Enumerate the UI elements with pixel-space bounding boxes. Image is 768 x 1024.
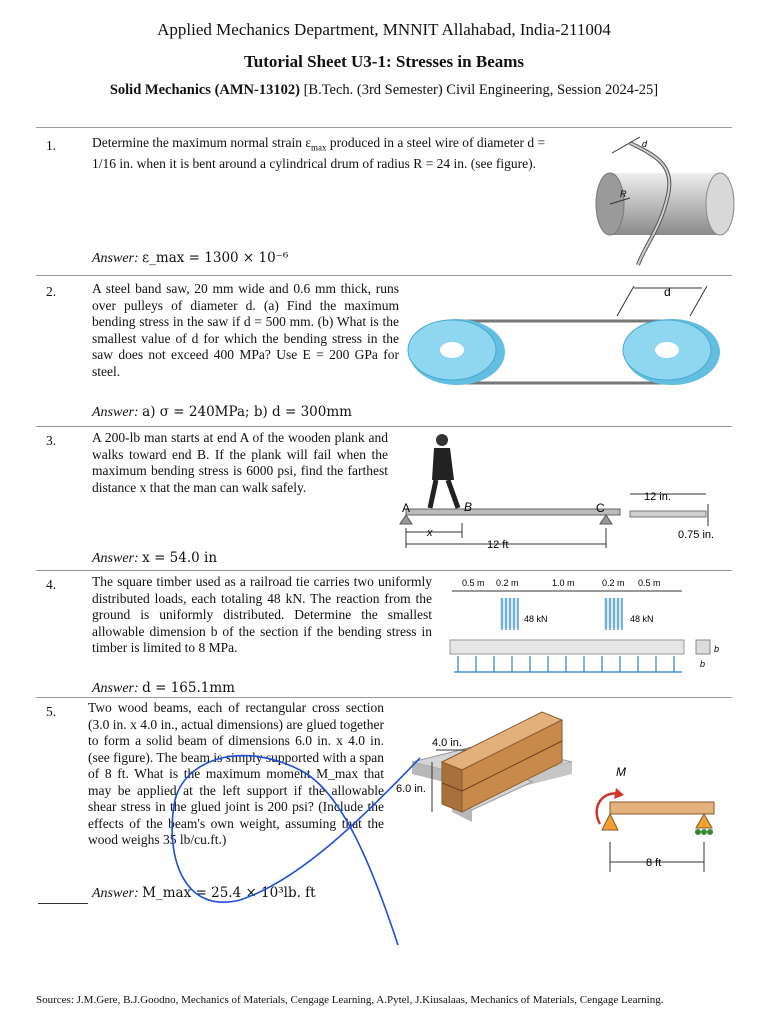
question-number: 1. bbox=[46, 138, 57, 153]
railroad-tie-figure bbox=[444, 574, 734, 684]
svg-text:12 in.: 12 in. bbox=[644, 491, 671, 503]
question-number: 3. bbox=[46, 433, 57, 448]
label-r: R bbox=[620, 189, 627, 199]
question-3-answer: Answer: x = 54.0 in bbox=[92, 550, 218, 566]
wood-beam bbox=[442, 712, 562, 812]
question-1-answer: Answer: ε_max = 1300 × 10⁻⁶ bbox=[92, 250, 289, 266]
divider bbox=[36, 275, 732, 276]
course-details: [B.Tech. (3rd Semester) Civil Engineering, Session 2024-25] bbox=[299, 82, 659, 98]
svg-text:C: C bbox=[596, 501, 605, 515]
svg-text:0.75 in.: 0.75 in. bbox=[678, 529, 715, 541]
department-heading: Applied Mechanics Department, MNNIT Allahabad, India-211004 bbox=[157, 20, 611, 39]
svg-text:0.2 m: 0.2 m bbox=[602, 578, 625, 588]
course-line bbox=[0, 82, 768, 99]
sources-footer: Sources: J.M.Gere, B.J.Goodno, Mechanics of Materials, Cengage Learning, A.Pytel, J.Kiusalaas, Mechanics of Materials, Cengage Learning. bbox=[36, 994, 664, 1006]
glued-beam-figure bbox=[392, 702, 732, 902]
svg-text:48 kN: 48 kN bbox=[524, 614, 548, 624]
divider bbox=[36, 127, 732, 128]
svg-text:4.0 in.: 4.0 in. bbox=[432, 737, 462, 749]
divider bbox=[36, 426, 732, 427]
divider bbox=[36, 697, 732, 698]
short-rule bbox=[38, 903, 88, 904]
question-number: 5. bbox=[46, 704, 57, 719]
sheet-title: Tutorial Sheet U3-1: Stresses in Beams bbox=[243, 52, 525, 71]
right-pulley bbox=[623, 319, 720, 385]
svg-text:0.2 m: 0.2 m bbox=[496, 578, 519, 588]
svg-text:M: M bbox=[616, 765, 626, 779]
svg-text:6.0 in.: 6.0 in. bbox=[396, 783, 426, 795]
simple-beam bbox=[610, 802, 714, 814]
band-saw-figure bbox=[402, 278, 732, 393]
svg-text:b: b bbox=[714, 644, 720, 654]
svg-text:12 ft: 12 ft bbox=[487, 539, 509, 551]
course-name: Solid Mechanics (AMN-13102) bbox=[109, 82, 300, 98]
question-number: 2. bbox=[46, 284, 57, 299]
svg-text:0.5 m: 0.5 m bbox=[638, 578, 661, 588]
svg-text:0.5 m: 0.5 m bbox=[462, 578, 485, 588]
question-5-answer: Answer: M_max = 25.4 × 10³lb. ft bbox=[92, 885, 316, 901]
divider bbox=[36, 570, 732, 571]
question-4-answer: Answer: d = 165.1mm bbox=[92, 680, 235, 696]
svg-text:A: A bbox=[402, 501, 411, 515]
svg-text:x: x bbox=[427, 527, 433, 539]
tie-beam bbox=[450, 640, 684, 654]
svg-text:B: B bbox=[464, 500, 473, 514]
plank-figure bbox=[392, 428, 732, 552]
question-2-answer: Answer: a) σ = 240MPa; b) d = 300mm bbox=[92, 404, 352, 420]
question-3-text: A 200-lb man starts at end A of the wooden plank and walks toward end B. If the plank will fail when the maximum bending stress is 6000 psi, find the farthest distance x that the man can walk safely. bbox=[92, 430, 388, 495]
label-d: d bbox=[642, 139, 648, 149]
plank-section bbox=[630, 511, 706, 517]
svg-text:8 ft: 8 ft bbox=[646, 857, 662, 869]
svg-text:b: b bbox=[700, 659, 706, 669]
label-d: d bbox=[664, 285, 671, 299]
question-5-text: Two wood beams, each of rectangular cross section (3.0 in. x 4.0 in., actual dimensions) are glued together to form a solid beam of dimensions 6.0 in. x 4.0 in. (see figure). The beam is simply supported with a span of 8 ft. What is the maximum moment M_max that may be applied at the left support if the allowable shear stress in the glued joint is 200 psi? (Include the effects of the beam's own weight, assuming that the wood weighs 35 lb/cu.ft.) bbox=[88, 700, 384, 847]
question-4-text: The square timber used as a railroad tie carries two uniformly distributed loads, each totaling 48 kN. The reaction from the ground is uniformly distributed. Determine the smallest allowable dimension b of the section if the bending stress in timber is limited to 8 MPa. bbox=[92, 574, 432, 655]
question-2-text: A steel band saw, 20 mm wide and 0.6 mm thick, runs over pulleys of diameter d. (a) Find the maximum bending stress in the saw if d = 500 mm. (b) What is the smallest value of d for which the bending stress in the saw does not exceed 400 MPa? Use E = 200 GPa for steel. bbox=[92, 281, 399, 379]
drum-wire-figure bbox=[590, 135, 740, 275]
tie-section bbox=[696, 640, 710, 654]
svg-text:48 kN: 48 kN bbox=[630, 614, 654, 624]
question-number: 4. bbox=[46, 577, 57, 592]
left-pulley bbox=[408, 319, 505, 385]
question-1-text: Determine the maximum normal strain $\varepsilon_{max}$ produced in a steel wire of diameter d = 1/16 in. when it is bent around a cylindrical drum of radius R = 24 in. (see figure). bbox=[92, 135, 546, 172]
man-icon bbox=[430, 434, 458, 508]
svg-text:1.0 m: 1.0 m bbox=[552, 578, 575, 588]
plank bbox=[406, 509, 620, 515]
